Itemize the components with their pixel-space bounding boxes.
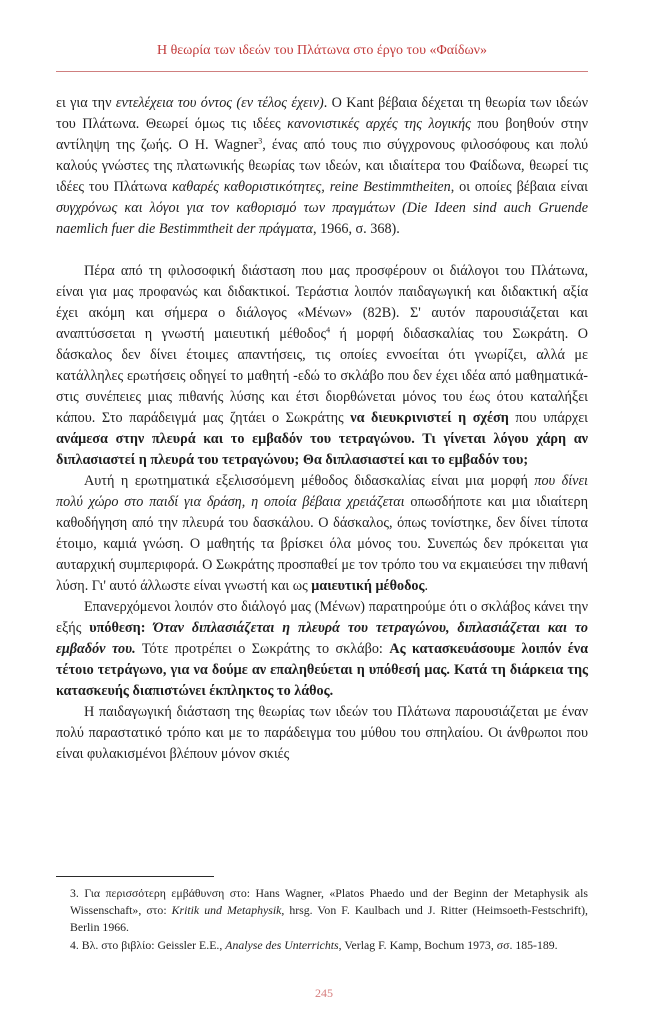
footnote-4: 4. Βλ. στο βιβλίο: Geissler E.E., Analyse des Unterrichts, Verlag F. Kamp, Bochum 1973, σσ. 185-189. — [70, 938, 558, 952]
footnote-ref-3[interactable]: 3 — [258, 136, 263, 146]
main-text — [56, 93, 588, 765]
paragraph-3: Αυτή η ερωτηματικά εξελισσόμενη μέθοδος διδασκαλίας είναι μια μορφή που δίνει πολύ χώρο στο παιδί για δράση, η οποία βέβαια χρειάζεται οπωσδήποτε και μια ιδιαίτερη καθοδήγηση από την πλευρά του δασκάλου. Ο δάσκαλος, όπως τονίστηκε, δεν δίνει τίποτα έτοιμο, καμιά γνώση. Ο μαθητής τα βρίσκει όλα μόνος του. Συνεπώς δεν πρόκειται για αυταρχική συμπεριφορά. Ο Σωκράτης προσπαθεί με τον τρόπο του να εκμαιεύσει την πιθανή λύση. Γι' αυτό άλλωστε είναι γνωστή και ως μαιευτική μέθοδος. — [56, 473, 588, 594]
paragraph-2: Πέρα από τη φιλοσοφική διάσταση που μας προσφέρουν οι διάλογοι του Πλάτωνα, είναι για μας προφανώς και διδακτικοί. Τεράστια λοιπόν παιδαγωγική και διδακτική αξία έχει ακόμη και σήμερα ο διάλογος «Μένων» (82Β). Σ' αυτόν παρουσιάζεται και αναπτύσσεται η γνωστή μαιευτική μέθοδος$^4$ ή μορφή διδασκαλίας του Σωκράτη. Ο δάσκαλος δεν δίνει έτοιμες απαντήσεις, τις οποίες εννοείται ότι γνωρίζει, αλλά με κατάλληλες ερωτήσεις οδηγεί το μαθητή -εδώ το σκλάβο που δεν έχει ιδέα από μαθηματικά- στις συνέπειες μιας πιθανής λύσης και έτσι διορθώνεται μόνος του έως ότου καταλήξει κάπου. Στο παράδειγμά μας ζητάει ο Σωκράτης να διευκρινιστεί η σχέση που υπάρχει ανάμεσα στην πλευρά και το εμβαδόν του τετραγώνου. Τι γίνεται λόγου χάρη αν διπλασιαστεί η πλευρά του τετραγώνου; Θα διπλασιαστεί και το εμβαδόν του; — [56, 263, 588, 468]
footnotes — [56, 885, 588, 955]
paragraph-4: Επανερχόμενοι λοιπόν στο διάλογό μας (Μένων) παρατηρούμε ότι ο σκλάβος κάνει την εξής υπόθεση: Όταν διπλασιάζεται η πλευρά του τετραγώνου, διπλασιάζεται και το εμβαδόν του. Τότε προτρέπει ο Σωκράτης το σκλάβο: Ας κατασκευάσουμε λοιπόν ένα τέτοιο τετράγωνο, για να δούμε αν επαληθεύεται η υπόθεσή μας. Κατά τη διάρκεια της κατασκευής διαπιστώνει έκπληκτος το λάθος. — [56, 599, 589, 699]
footnote-rule — [56, 876, 214, 877]
page-number: 245 — [315, 986, 333, 1000]
paragraph-1: ει για την εντελέχεια του όντος (εν τέλος έχειν). Ο Kant βέβαια δέχεται τη θεωρία των ιδεών του Πλάτωνα. Θεωρεί όμως τις ιδέες κανονιστικές αρχές της λογικής που βοηθούν στην αντίληψη της ζωής. Ο H. Wagner$^3$, ένας από τους πιο σύγχρονους φιλοσόφους και πολύ καλούς γνώστες της πλατωνικής θεωρίας των ιδεών, και ιδιαίτερα του Φαίδωνα, θεωρεί τις ιδέες του Πλάτωνα καθαρές καθοριστικότητες, reine Bestimmtheiten, οι οποίες βέβαια είναι συγχρόνως και λόγοι για τον καθορισμό των πραγμάτων (Die Ideen sind auch Gruende naemlich fuer die Bestimmtheit der πράγματα, 1966, σ. 368). — [56, 95, 588, 237]
footnote-3: 3. Για περισσότερη εμβάθυνση στο: Hans Wagner, «Platos Phaedo und der Beginn der Metaphysik als Wissenschaft», στο: Kritik und Metaphysik, hrsg. Von F. Kaulbach und J. Ritter (Heimsoeth-Festschrift), Berlin 1966. — [70, 886, 589, 934]
running-header: Η θεωρία των ιδεών του Πλάτωνα στο έργο του «Φαίδων» — [156, 43, 487, 58]
header-rule — [56, 71, 588, 72]
footnote-ref-4[interactable]: 4 — [326, 325, 331, 335]
paragraph-5: Η παιδαγωγική διάσταση της θεωρίας των ιδεών του Πλάτωνα παρουσιάζεται με έναν πολύ παραστατικό τρόπο και με το παράδειγμα του μύθου του σπηλαίου. Οι άνθρωποι που είναι φυλακισμένοι βλέπουν μόνον σκιές — [56, 704, 588, 762]
